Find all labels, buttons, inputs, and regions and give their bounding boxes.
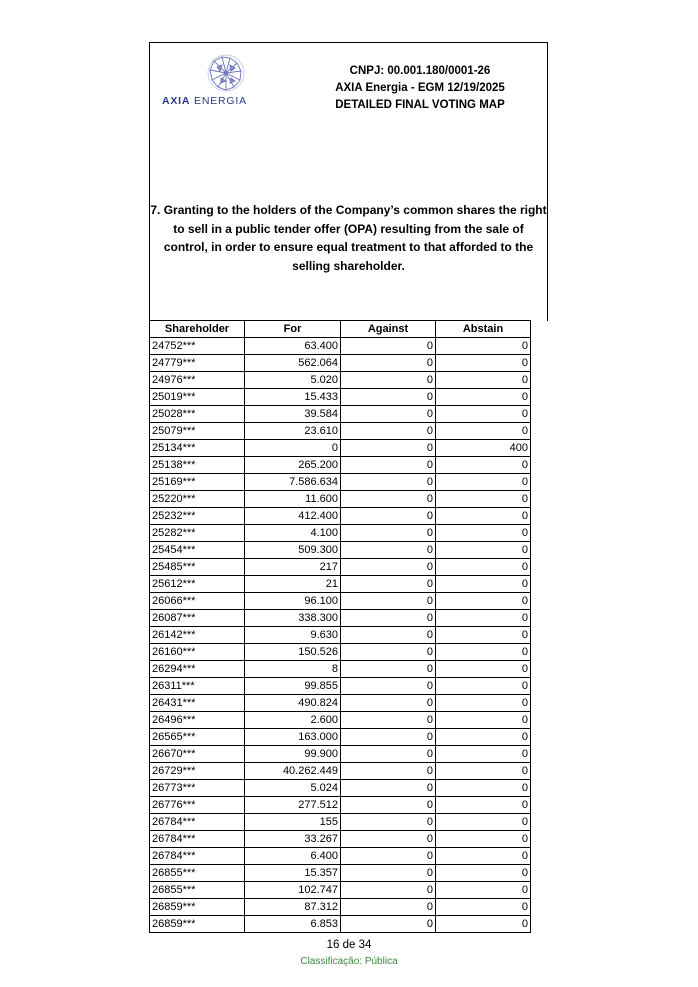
- cell-shareholder: 25079***: [150, 423, 245, 440]
- cell-shareholder: 25282***: [150, 525, 245, 542]
- cell-shareholder: 26855***: [150, 882, 245, 899]
- cell-for: 0: [245, 440, 341, 457]
- cell-abstain: 0: [436, 559, 531, 576]
- cell-for: 102.747: [245, 882, 341, 899]
- table-row: [150, 508, 531, 525]
- cell-shareholder: 26859***: [150, 899, 245, 916]
- cell-abstain: 0: [436, 610, 531, 627]
- cell-abstain: 0: [436, 508, 531, 525]
- cnpj-text: CNPJ: 00.001.180/0001-26: [349, 65, 491, 77]
- cell-for: 21: [245, 576, 341, 593]
- cell-against: 0: [341, 559, 436, 576]
- cell-against: 0: [341, 389, 436, 406]
- table-row: [150, 882, 531, 899]
- cell-abstain: 0: [436, 763, 531, 780]
- cell-shareholder: 25232***: [150, 508, 245, 525]
- cell-shareholder: 25612***: [150, 576, 245, 593]
- cell-against: 0: [341, 542, 436, 559]
- table-row: [150, 338, 531, 355]
- cell-against: 0: [341, 695, 436, 712]
- cell-against: 0: [341, 508, 436, 525]
- cell-abstain: 0: [436, 627, 531, 644]
- cell-for: 39.584: [245, 406, 341, 423]
- cell-for: 23.610: [245, 423, 341, 440]
- cell-for: 155: [245, 814, 341, 831]
- cell-shareholder: 26784***: [150, 814, 245, 831]
- cell-for: 490.824: [245, 695, 341, 712]
- cell-against: 0: [341, 491, 436, 508]
- cell-against: 0: [341, 474, 436, 491]
- cell-shareholder: 24976***: [150, 372, 245, 389]
- cell-for: 6.853: [245, 916, 341, 933]
- cell-against: 0: [341, 763, 436, 780]
- cell-shareholder: 25169***: [150, 474, 245, 491]
- cell-against: 0: [341, 882, 436, 899]
- cell-abstain: 0: [436, 831, 531, 848]
- table-row: [150, 440, 531, 457]
- cell-against: 0: [341, 406, 436, 423]
- document-meta: [300, 63, 540, 114]
- table-row: [150, 916, 531, 933]
- cell-shareholder: 26160***: [150, 644, 245, 661]
- cell-shareholder: 26784***: [150, 848, 245, 865]
- table-row: [150, 848, 531, 865]
- cell-abstain: 0: [436, 678, 531, 695]
- cell-abstain: 0: [436, 576, 531, 593]
- table-row: [150, 423, 531, 440]
- cell-abstain: 0: [436, 729, 531, 746]
- cell-abstain: 0: [436, 848, 531, 865]
- cell-for: 6.400: [245, 848, 341, 865]
- cell-for: 9.630: [245, 627, 341, 644]
- cell-shareholder: 26431***: [150, 695, 245, 712]
- cell-shareholder: 26784***: [150, 831, 245, 848]
- table-row: [150, 576, 531, 593]
- cell-shareholder: 25220***: [150, 491, 245, 508]
- cell-for: 11.600: [245, 491, 341, 508]
- cell-abstain: 0: [436, 899, 531, 916]
- cell-abstain: 0: [436, 525, 531, 542]
- table-row: [150, 525, 531, 542]
- meeting-text: AXIA Energia - EGM 12/19/2025: [335, 82, 505, 94]
- table-row: [150, 695, 531, 712]
- cell-abstain: 0: [436, 797, 531, 814]
- cell-abstain: 0: [436, 372, 531, 389]
- cell-abstain: 400: [436, 440, 531, 457]
- cell-shareholder: 25019***: [150, 389, 245, 406]
- cell-shareholder: 26087***: [150, 610, 245, 627]
- cell-shareholder: 25138***: [150, 457, 245, 474]
- cell-against: 0: [341, 661, 436, 678]
- column-header-for: For: [245, 321, 341, 338]
- cell-abstain: 0: [436, 814, 531, 831]
- classification-label: Classificação: Pública: [300, 956, 398, 967]
- cell-for: 8: [245, 661, 341, 678]
- table-row: [150, 355, 531, 372]
- cell-for: 4.100: [245, 525, 341, 542]
- cell-for: 338.300: [245, 610, 341, 627]
- table-row: [150, 627, 531, 644]
- cell-shareholder: 26565***: [150, 729, 245, 746]
- cell-for: 2.600: [245, 712, 341, 729]
- cell-shareholder: 25134***: [150, 440, 245, 457]
- table-row: [150, 610, 531, 627]
- cell-against: 0: [341, 457, 436, 474]
- cell-against: 0: [341, 780, 436, 797]
- cell-against: 0: [341, 831, 436, 848]
- cell-abstain: 0: [436, 389, 531, 406]
- cell-shareholder: 26773***: [150, 780, 245, 797]
- table-row: [150, 797, 531, 814]
- cell-abstain: 0: [436, 491, 531, 508]
- cell-for: 40.262.449: [245, 763, 341, 780]
- cell-abstain: 0: [436, 355, 531, 372]
- cell-shareholder: 26855***: [150, 865, 245, 882]
- cell-against: 0: [341, 848, 436, 865]
- cell-for: 562.064: [245, 355, 341, 372]
- table-row: [150, 474, 531, 491]
- cell-abstain: 0: [436, 865, 531, 882]
- logo-wordmark: AXIA ENERGIA: [162, 95, 247, 107]
- cell-for: 217: [245, 559, 341, 576]
- cell-shareholder: 26142***: [150, 627, 245, 644]
- table-header-row: [150, 321, 531, 338]
- table-row: [150, 678, 531, 695]
- cell-shareholder: 24752***: [150, 338, 245, 355]
- cell-for: 99.855: [245, 678, 341, 695]
- table-row: [150, 712, 531, 729]
- cell-abstain: 0: [436, 695, 531, 712]
- table-row: [150, 593, 531, 610]
- cell-shareholder: 25028***: [150, 406, 245, 423]
- cell-abstain: 0: [436, 593, 531, 610]
- cell-abstain: 0: [436, 780, 531, 797]
- table-row: [150, 831, 531, 848]
- table-row: [150, 372, 531, 389]
- voting-table: [149, 320, 531, 933]
- column-header-abstain: Abstain: [436, 321, 531, 338]
- cell-for: 277.512: [245, 797, 341, 814]
- table-row: [150, 729, 531, 746]
- table-row: [150, 457, 531, 474]
- cell-shareholder: 24779***: [150, 355, 245, 372]
- cell-abstain: 0: [436, 406, 531, 423]
- cell-against: 0: [341, 610, 436, 627]
- cell-for: 99.900: [245, 746, 341, 763]
- cell-for: 15.433: [245, 389, 341, 406]
- cell-shareholder: 26294***: [150, 661, 245, 678]
- cell-against: 0: [341, 729, 436, 746]
- cell-against: 0: [341, 678, 436, 695]
- header-box: [149, 42, 548, 321]
- cell-for: 96.100: [245, 593, 341, 610]
- cell-against: 0: [341, 865, 436, 882]
- cell-shareholder: 26670***: [150, 746, 245, 763]
- cell-for: 15.357: [245, 865, 341, 882]
- cell-against: 0: [341, 423, 436, 440]
- cell-against: 0: [341, 797, 436, 814]
- table-row: [150, 746, 531, 763]
- column-header-against: Against: [341, 321, 436, 338]
- cell-for: 163.000: [245, 729, 341, 746]
- cell-shareholder: 26729***: [150, 763, 245, 780]
- cell-shareholder: 26496***: [150, 712, 245, 729]
- cell-shareholder: 26859***: [150, 916, 245, 933]
- table-row: [150, 763, 531, 780]
- cell-against: 0: [341, 593, 436, 610]
- cell-for: 150.526: [245, 644, 341, 661]
- cell-against: 0: [341, 440, 436, 457]
- cell-shareholder: 26311***: [150, 678, 245, 695]
- cell-abstain: 0: [436, 661, 531, 678]
- table-row: [150, 542, 531, 559]
- cell-against: 0: [341, 525, 436, 542]
- agenda-item-question: 7. Granting to the holders of the Company’s common shares the right to sell in a public tender offer (OPA) resulting from the sale of control, in order to ensure equal treatment to that afforded to the selling shareholder.: [150, 203, 547, 273]
- table-row: [150, 899, 531, 916]
- column-header-shareholder: Shareholder: [150, 321, 245, 338]
- table-row: [150, 644, 531, 661]
- cell-abstain: 0: [436, 916, 531, 933]
- cell-for: 265.200: [245, 457, 341, 474]
- table-row: [150, 491, 531, 508]
- cell-for: 7.586.634: [245, 474, 341, 491]
- cell-against: 0: [341, 746, 436, 763]
- cell-against: 0: [341, 372, 436, 389]
- table-row: [150, 406, 531, 423]
- document-title: DETAILED FINAL VOTING MAP: [335, 99, 505, 111]
- cell-abstain: 0: [436, 644, 531, 661]
- cell-against: 0: [341, 355, 436, 372]
- cell-against: 0: [341, 899, 436, 916]
- table-row: [150, 559, 531, 576]
- cell-shareholder: 25454***: [150, 542, 245, 559]
- cell-abstain: 0: [436, 474, 531, 491]
- cell-for: 63.400: [245, 338, 341, 355]
- cell-abstain: 0: [436, 423, 531, 440]
- cell-against: 0: [341, 338, 436, 355]
- table-row: [150, 865, 531, 882]
- cell-against: 0: [341, 576, 436, 593]
- cell-abstain: 0: [436, 338, 531, 355]
- cell-shareholder: 26066***: [150, 593, 245, 610]
- cell-abstain: 0: [436, 457, 531, 474]
- cell-abstain: 0: [436, 712, 531, 729]
- cell-for: 33.267: [245, 831, 341, 848]
- cell-against: 0: [341, 644, 436, 661]
- table-row: [150, 389, 531, 406]
- cell-for: 412.400: [245, 508, 341, 525]
- cell-against: 0: [341, 814, 436, 831]
- cell-for: 5.024: [245, 780, 341, 797]
- cell-for: 5.020: [245, 372, 341, 389]
- cell-abstain: 0: [436, 746, 531, 763]
- cell-shareholder: 26776***: [150, 797, 245, 814]
- cell-for: 87.312: [245, 899, 341, 916]
- cell-abstain: 0: [436, 542, 531, 559]
- cell-for: 509.300: [245, 542, 341, 559]
- cell-against: 0: [341, 916, 436, 933]
- table-row: [150, 661, 531, 678]
- cell-shareholder: 25485***: [150, 559, 245, 576]
- cell-against: 0: [341, 627, 436, 644]
- table-row: [150, 814, 531, 831]
- cell-against: 0: [341, 712, 436, 729]
- table-row: [150, 780, 531, 797]
- page-number: 16 de 34: [326, 939, 372, 951]
- cell-abstain: 0: [436, 882, 531, 899]
